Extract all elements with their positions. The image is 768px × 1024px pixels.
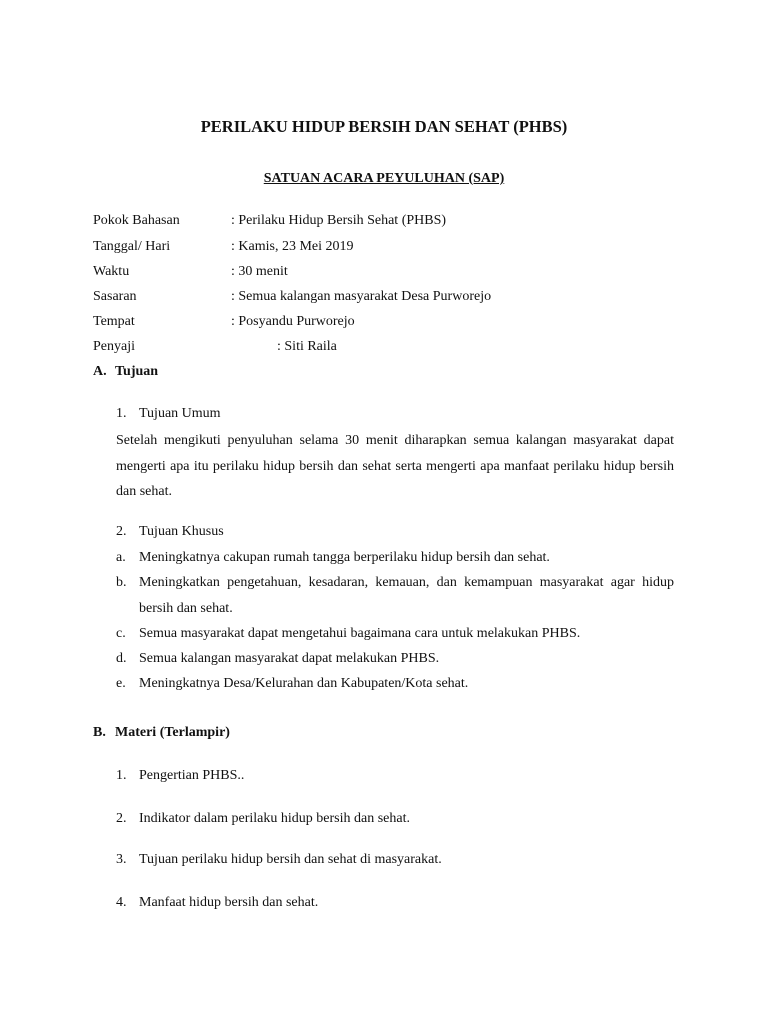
- sub-item-letter: e.: [116, 676, 126, 691]
- item-number: 3.: [116, 852, 127, 867]
- sub-item-text: Meningkatkan pengetahuan, kesadaran, kemauan, dan kemampuan masyarakat agar hidup bersih dan sehat.: [139, 575, 674, 616]
- sub-item-d: [116, 646, 674, 672]
- list-item-tujuan-umum: [116, 406, 221, 423]
- info-label: Penyaji: [93, 339, 135, 354]
- item-text: Pengertian PHBS..: [139, 768, 245, 783]
- sub-item-e: [116, 671, 674, 697]
- list-item-tujuan-khusus: [116, 524, 224, 541]
- info-label: Sasaran: [93, 289, 137, 304]
- info-label: Tanggal/ Hari: [93, 239, 171, 254]
- sub-item-a: [116, 545, 674, 571]
- info-value: : Semua kalangan masyarakat Desa Purworejo: [231, 289, 492, 304]
- item-text: Tujuan Khusus: [139, 524, 224, 539]
- item-text: Manfaat hidup bersih dan sehat.: [139, 895, 319, 910]
- sub-item-letter: d.: [116, 651, 127, 666]
- list-item: [116, 811, 410, 828]
- item-text: Indikator dalam perilaku hidup bersih dan sehat.: [139, 811, 410, 826]
- sub-item-c: [116, 621, 674, 647]
- sub-item-text: Semua masyarakat dapat mengetahui bagaimana cara untuk melakukan PHBS.: [139, 626, 581, 641]
- section-b-heading: [93, 725, 230, 742]
- document-title: PERILAKU HIDUP BERSIH DAN SEHAT (PHBS): [200, 117, 568, 136]
- sub-item-text: Semua kalangan masyarakat dapat melakukan PHBS.: [139, 651, 440, 666]
- section-title: Materi (Terlampir): [115, 725, 230, 740]
- tujuan-umum-paragraph: Setelah mengikuti penyuluhan selama 30 menit diharapkan semua kalangan masyarakat dapat mengerti apa itu perilaku hidup bersih dan sehat serta mengerti apa manfaat perilaku hidup bersih dan sehat.: [116, 433, 674, 499]
- item-number: 1.: [116, 768, 127, 783]
- section-letter: B.: [93, 725, 106, 740]
- info-label: Pokok Bahasan: [93, 213, 180, 228]
- info-value: : Kamis, 23 Mei 2019: [231, 239, 354, 254]
- list-item: [116, 895, 318, 912]
- section-a-heading: [93, 364, 158, 381]
- item-text: Tujuan perilaku hidup bersih dan sehat di masyarakat.: [139, 852, 442, 867]
- info-label: Waktu: [93, 264, 130, 279]
- sub-item-letter: a.: [116, 550, 126, 565]
- info-value: : Siti Raila: [277, 339, 337, 354]
- section-letter: A.: [93, 364, 107, 379]
- item-number: 4.: [116, 895, 127, 910]
- info-value: : Posyandu Purworejo: [231, 314, 355, 329]
- info-label: Tempat: [93, 314, 135, 329]
- sub-item-letter: b.: [116, 575, 127, 590]
- info-value: : 30 menit: [231, 264, 288, 279]
- info-value: : Perilaku Hidup Bersih Sehat (PHBS): [231, 213, 447, 228]
- item-number: 2.: [116, 524, 127, 539]
- list-item: [116, 852, 442, 869]
- item-number: 2.: [116, 811, 127, 826]
- document-subtitle: SATUAN ACARA PEYULUHAN (SAP): [263, 171, 505, 186]
- sub-item-letter: c.: [116, 626, 126, 641]
- section-title: Tujuan: [115, 364, 159, 379]
- sub-item-text: Meningkatnya Desa/Kelurahan dan Kabupaten/Kota sehat.: [139, 676, 469, 691]
- list-item: [116, 768, 244, 785]
- item-number: 1.: [116, 406, 127, 421]
- sub-item-b: [116, 570, 674, 621]
- sub-item-text: Meningkatnya cakupan rumah tangga berperilaku hidup bersih dan sehat.: [139, 550, 550, 565]
- item-text: Tujuan Umum: [139, 406, 221, 421]
